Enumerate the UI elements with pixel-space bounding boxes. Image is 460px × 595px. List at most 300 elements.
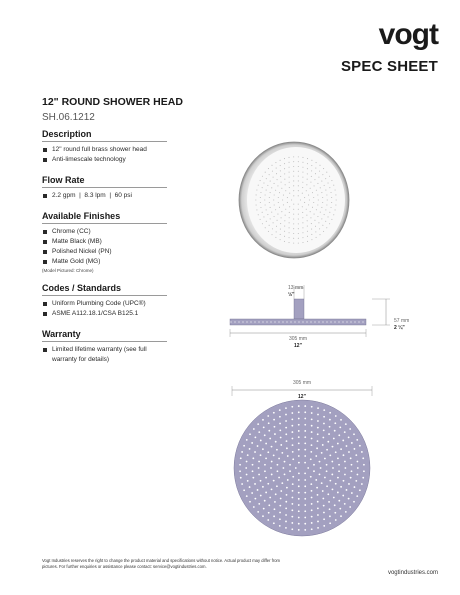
nozzle-dot	[279, 512, 281, 514]
disclaimer: Vogt Industries reserves the right to change the product material and specifications without notice. Actual product may differ from pictures. For further enquiries or assistance please contact: service@vogtindustries.com.	[42, 558, 281, 569]
nozzle-dot	[268, 430, 270, 432]
nozzle-dot	[310, 451, 312, 453]
nozzle-dot	[311, 223, 312, 224]
nozzle-dot	[330, 207, 331, 208]
nozzle-dot	[317, 194, 318, 195]
nozzle-dot	[335, 209, 336, 210]
nozzle-dot	[322, 197, 323, 198]
nozzle-dot	[304, 443, 306, 445]
nozzle-dot	[362, 457, 364, 459]
nozzle-dot	[355, 480, 357, 482]
nozzle-dot	[310, 182, 311, 183]
nozzle-dot	[345, 467, 347, 469]
nozzle-dot	[286, 440, 288, 442]
nozzle-dot	[349, 506, 351, 508]
nozzle-dot	[316, 162, 317, 163]
nozzle-dot	[340, 419, 342, 421]
nozzle-dot	[317, 433, 319, 435]
nozzle-dot	[357, 461, 359, 463]
nozzle-dot	[302, 242, 303, 243]
nozzle-dot	[252, 464, 254, 466]
nozzle-dot	[260, 207, 261, 208]
nozzle-dot	[351, 492, 353, 494]
nozzle-dot	[314, 214, 315, 215]
nozzle-dot	[307, 231, 308, 232]
nozzle-dot	[268, 168, 269, 169]
nozzle-dot	[313, 197, 314, 198]
nozzle-dot	[323, 231, 324, 232]
nozzle-dot	[298, 166, 299, 167]
nozzle-dot	[353, 433, 355, 435]
nozzle-dot	[268, 422, 270, 424]
nozzle-dot	[267, 451, 269, 453]
nozzle-dot	[286, 494, 288, 496]
nozzle-dot	[320, 467, 322, 469]
nozzle-dot	[291, 431, 293, 433]
nozzle-dot	[302, 217, 303, 218]
nozzle-dot	[322, 490, 324, 492]
nozzle-dot	[284, 158, 285, 159]
nozzle-dot	[289, 222, 290, 223]
nozzle-dot	[298, 424, 300, 426]
nozzle-dot	[302, 172, 303, 173]
nozzle-dot	[274, 216, 275, 217]
nozzle-dot	[283, 195, 284, 196]
nozzle-dot	[321, 207, 322, 208]
nozzle-dot	[283, 467, 285, 469]
nozzle-dot	[269, 225, 270, 226]
nozzle-dot	[304, 517, 306, 519]
nozzle-dot	[273, 480, 275, 482]
nozzle-dot	[319, 473, 321, 475]
nozzle-dot	[329, 187, 330, 188]
nozzle-dot	[280, 239, 281, 240]
nozzle-dot	[279, 192, 280, 193]
nozzle-dot	[269, 197, 270, 198]
nozzle-dot	[257, 489, 259, 491]
nozzle-dot	[329, 522, 331, 524]
nozzle-dot	[292, 476, 294, 478]
nozzle-dot	[340, 515, 342, 517]
nozzle-dot	[247, 480, 249, 482]
nozzle-dot	[323, 430, 325, 432]
nozzle-dot	[353, 501, 355, 503]
nozzle-dot	[319, 228, 320, 229]
nozzle-dot	[254, 483, 256, 485]
nozzle-dot	[246, 495, 248, 497]
nozzle-dot	[278, 458, 280, 460]
nozzle-dot	[319, 234, 320, 235]
nozzle-dot	[324, 477, 326, 479]
nozzle-dot	[265, 204, 266, 205]
brand-block	[341, 20, 438, 75]
list-item: Chrome (CC)	[42, 227, 167, 237]
nozzle-dot	[285, 514, 287, 516]
nozzle-dot	[271, 488, 273, 490]
nozzle-dot	[258, 461, 260, 463]
nozzle-dot	[276, 173, 277, 174]
nozzle-dot	[266, 178, 267, 179]
nozzle-dot	[344, 431, 346, 433]
nozzle-dot	[307, 158, 308, 159]
nozzle-dot	[285, 209, 286, 210]
nozzle-dot	[280, 490, 282, 492]
nozzle-dot	[280, 176, 281, 177]
nozzle-dot	[262, 448, 264, 450]
nozzle-dot	[320, 212, 321, 213]
nozzle-dot	[335, 519, 337, 521]
nozzle-dot	[276, 226, 277, 227]
nozzle-dot	[271, 461, 273, 463]
nozzle-dot	[307, 179, 308, 180]
nozzle-dot	[286, 487, 288, 489]
nozzle-dot	[285, 414, 287, 416]
nozzle-dot	[275, 190, 276, 191]
nozzle-dot	[268, 512, 270, 514]
nozzle-dot	[338, 470, 340, 472]
nozzle-dot	[334, 504, 336, 506]
nozzle-dot	[289, 193, 290, 194]
nozzle-dot	[252, 477, 254, 479]
nozzle-dot	[298, 430, 300, 432]
nozzle-dot	[260, 219, 261, 220]
nozzle-dot	[298, 176, 299, 177]
nozzle-dot	[275, 441, 277, 443]
nozzle-dot	[317, 420, 319, 422]
nozzle-dot	[329, 480, 331, 482]
nozzle-dot	[326, 464, 328, 466]
nozzle-dot	[293, 166, 294, 167]
nozzle-dot	[306, 209, 307, 210]
section-description	[42, 129, 167, 165]
nozzle-dot	[311, 412, 313, 414]
nozzle-dot	[323, 416, 325, 418]
side-width-mm: 305 mm	[288, 336, 308, 342]
nozzle-dot	[287, 202, 288, 203]
top-view-drawing	[222, 376, 382, 538]
nozzle-dot	[322, 444, 324, 446]
nozzle-dot	[258, 467, 260, 469]
nozzle-dot	[302, 232, 303, 233]
nozzle-dot	[264, 470, 266, 472]
nozzle-dot	[340, 486, 342, 488]
nozzle-dot	[249, 486, 251, 488]
nozzle-dot	[264, 199, 265, 200]
nozzle-dot	[277, 179, 278, 180]
nozzle-dot	[267, 483, 269, 485]
nozzle-dot	[273, 454, 275, 456]
nozzle-dot	[251, 492, 253, 494]
nozzle-dot	[281, 188, 282, 189]
nozzle-dot	[329, 515, 331, 517]
nozzle-dot	[281, 452, 283, 454]
nozzle-dot	[304, 462, 306, 464]
nozzle-dot	[281, 182, 282, 183]
nozzle-dot	[363, 464, 365, 466]
nozzle-dot	[254, 436, 256, 438]
nozzle-dot	[334, 430, 336, 432]
nozzle-dot	[319, 171, 320, 172]
nozzle-dot	[361, 483, 363, 485]
nozzle-dot	[327, 441, 329, 443]
nozzle-dot	[298, 228, 299, 229]
nozzle-dot	[331, 197, 332, 198]
section-warranty	[42, 329, 167, 365]
nozzle-dot	[285, 420, 287, 422]
nozzle-dot	[253, 428, 255, 430]
nozzle-dot	[318, 199, 319, 200]
nozzle-dot	[298, 218, 299, 219]
nozzle-dot	[274, 183, 275, 184]
nozzle-dot	[345, 511, 347, 513]
nozzle-dot	[275, 493, 277, 495]
nozzle-dot	[327, 199, 328, 200]
nozzle-dot	[317, 527, 319, 529]
diameter-mm: 305 mm	[292, 380, 312, 386]
height-dim-mm: 57 mm	[394, 318, 410, 324]
nozzle-dot	[272, 228, 273, 229]
nozzle-dot	[304, 449, 306, 451]
nozzle-dot	[255, 199, 256, 200]
section-title: Available Finishes	[42, 211, 167, 224]
nozzle-dot	[323, 512, 325, 514]
nozzle-dot	[246, 474, 248, 476]
nozzle-dot	[275, 237, 276, 238]
nozzle-dot	[351, 464, 353, 466]
nozzle-dot	[293, 233, 294, 234]
nozzle-dot	[321, 482, 323, 484]
nozzle-dot	[322, 202, 323, 203]
nozzle-dot	[304, 492, 306, 494]
nozzle-dot	[302, 182, 303, 183]
nozzle-dot	[298, 443, 300, 445]
nozzle-dot	[298, 405, 300, 407]
nozzle-dot	[298, 455, 300, 457]
nozzle-dot	[284, 220, 285, 221]
nozzle-dot	[334, 422, 336, 424]
nozzle-dot	[267, 415, 269, 417]
nozzle-dot	[333, 214, 334, 215]
nozzle-dot	[270, 207, 271, 208]
nozzle-dot	[298, 485, 300, 487]
nozzle-dot	[346, 445, 348, 447]
nozzle-dot	[304, 498, 306, 500]
list-item: ASME A112.18.1/CSA B125.1	[42, 309, 167, 319]
nozzle-dot	[311, 170, 312, 171]
nozzle-dot	[284, 241, 285, 242]
nozzle-dot	[311, 528, 313, 530]
nozzle-dot	[349, 428, 351, 430]
nozzle-dot	[311, 229, 312, 230]
nozzle-dot	[348, 498, 350, 500]
nozzle-dot	[263, 427, 265, 429]
nozzle-dot	[258, 474, 260, 476]
nozzle-dot	[325, 221, 326, 222]
nozzle-dot	[346, 489, 348, 491]
nozzle-dot	[291, 503, 293, 505]
nozzle-dot	[319, 461, 321, 463]
nozzle-dot	[289, 177, 290, 178]
nozzle-dot	[329, 454, 331, 456]
nozzle-dot	[317, 427, 319, 429]
nozzle-dot	[315, 173, 316, 174]
nozzle-dot	[298, 504, 300, 506]
nozzle-dot	[337, 443, 339, 445]
nozzle-dot	[266, 221, 267, 222]
nozzle-dot	[281, 211, 282, 212]
nozzle-dot	[306, 190, 307, 191]
nozzle-dot	[329, 508, 331, 510]
nozzle-dot	[260, 202, 261, 203]
nozzle-dot	[258, 185, 259, 186]
shower-head-face	[247, 147, 345, 253]
nozzle-dot	[254, 451, 256, 453]
nozzle-dot	[271, 212, 272, 213]
nozzle-dot	[277, 214, 278, 215]
nozzle-dot	[258, 503, 260, 505]
nozzle-dot	[329, 176, 330, 177]
nozzle-dot	[291, 509, 293, 511]
nozzle-dot	[280, 234, 281, 235]
nozzle-dot	[343, 454, 345, 456]
nozzle-dot	[263, 216, 264, 217]
nozzle-dot	[292, 444, 294, 446]
nozzle-dot	[298, 180, 299, 181]
nozzle-dot	[328, 433, 330, 435]
nozzle-dot	[279, 207, 280, 208]
nozzle-dot	[311, 176, 312, 177]
nozzle-dot	[351, 470, 353, 472]
nozzle-dot	[289, 212, 290, 213]
nozzle-dot	[339, 508, 341, 510]
product-image	[228, 138, 353, 263]
nozzle-dot	[293, 171, 294, 172]
nozzle-dot	[265, 227, 266, 228]
nozzle-dot	[251, 442, 253, 444]
nozzle-dot	[279, 430, 281, 432]
nozzle-dot	[285, 184, 286, 185]
nozzle-dot	[306, 184, 307, 185]
nozzle-dot	[304, 411, 306, 413]
nozzle-dot	[280, 165, 281, 166]
shower-arm	[294, 299, 304, 319]
nozzle-dot	[328, 501, 330, 503]
nozzle-dot	[326, 470, 328, 472]
nozzle-dot	[292, 483, 294, 485]
nozzle-dot	[262, 486, 264, 488]
nozzle-dot	[292, 438, 294, 440]
website-link[interactable]: vogtindustries.com	[387, 570, 438, 576]
nozzle-dot	[265, 443, 267, 445]
nozzle-dot	[270, 192, 271, 193]
nozzle-dot	[335, 483, 337, 485]
nozzle-dot	[285, 433, 287, 435]
nozzle-dot	[348, 451, 350, 453]
nozzle-dot	[271, 474, 273, 476]
nozzle-dot	[304, 472, 306, 474]
nozzle-dot	[323, 423, 325, 425]
nozzle-dot	[330, 192, 331, 193]
nozzle-dot	[298, 233, 299, 234]
nozzle-dot	[304, 424, 306, 426]
nozzle-dot	[263, 508, 265, 510]
nozzle-dot	[359, 489, 361, 491]
nozzle-dot	[268, 504, 270, 506]
nozzle-dot	[304, 202, 305, 203]
nozzle-dot	[279, 423, 281, 425]
nozzle-dot	[279, 518, 281, 520]
nozzle-dot	[308, 204, 309, 205]
nozzle-dot	[293, 238, 294, 239]
nozzle-dot	[315, 168, 316, 169]
nozzle-dot	[243, 445, 245, 447]
nozzle-dot	[280, 437, 282, 439]
nozzle-dot	[273, 177, 274, 178]
nozzle-dot	[338, 500, 340, 502]
nozzle-dot	[325, 209, 326, 210]
nozzle-dot	[280, 498, 282, 500]
nozzle-dot	[333, 497, 335, 499]
nozzle-dot	[310, 217, 311, 218]
nozzle-dot	[293, 209, 294, 210]
nozzle-dot	[267, 185, 268, 186]
nozzle-dot	[279, 409, 281, 411]
nozzle-dot	[293, 195, 294, 196]
spec-details	[42, 129, 167, 375]
nozzle-dot	[334, 512, 336, 514]
list-item: Anti-limescale technology	[42, 155, 167, 165]
nozzle-dot	[338, 434, 340, 436]
nozzle-dot	[344, 474, 346, 476]
nozzle-dot	[241, 483, 243, 485]
nozzle-dot	[323, 168, 324, 169]
nozzle-dot	[355, 454, 357, 456]
nozzle-dot	[331, 180, 332, 181]
nozzle-dot	[307, 236, 308, 237]
nozzle-dot	[325, 178, 326, 179]
nozzle-dot	[284, 231, 285, 232]
nozzle-dot	[308, 195, 309, 196]
nozzle-dot	[311, 160, 312, 161]
nozzle-dot	[309, 199, 310, 200]
nozzle-dot	[279, 505, 281, 507]
nozzle-dot	[335, 194, 336, 195]
nozzle-dot	[316, 487, 318, 489]
nozzle-dot	[302, 177, 303, 178]
nozzle-dot	[281, 482, 283, 484]
nozzle-dot	[278, 477, 280, 479]
nozzle-dot	[336, 199, 337, 200]
nozzle-dot	[317, 407, 319, 409]
nozzle-dot	[354, 448, 356, 450]
nozzle-dot	[332, 446, 334, 448]
nozzle-dot	[324, 214, 325, 215]
nozzle-dot	[331, 202, 332, 203]
nozzle-dot	[256, 194, 257, 195]
nozzle-dot	[321, 192, 322, 193]
nozzle-dot	[317, 414, 319, 416]
nozzle-dot	[348, 483, 350, 485]
nozzle-dot	[289, 172, 290, 173]
nozzle-dot	[288, 237, 289, 238]
nozzle-dot	[267, 519, 269, 521]
nozzle-dot	[270, 218, 271, 219]
nozzle-dot	[327, 182, 328, 183]
nozzle-dot	[311, 425, 313, 427]
nozzle-dot	[298, 418, 300, 420]
nozzle-dot	[317, 521, 319, 523]
nozzle-dot	[298, 223, 299, 224]
